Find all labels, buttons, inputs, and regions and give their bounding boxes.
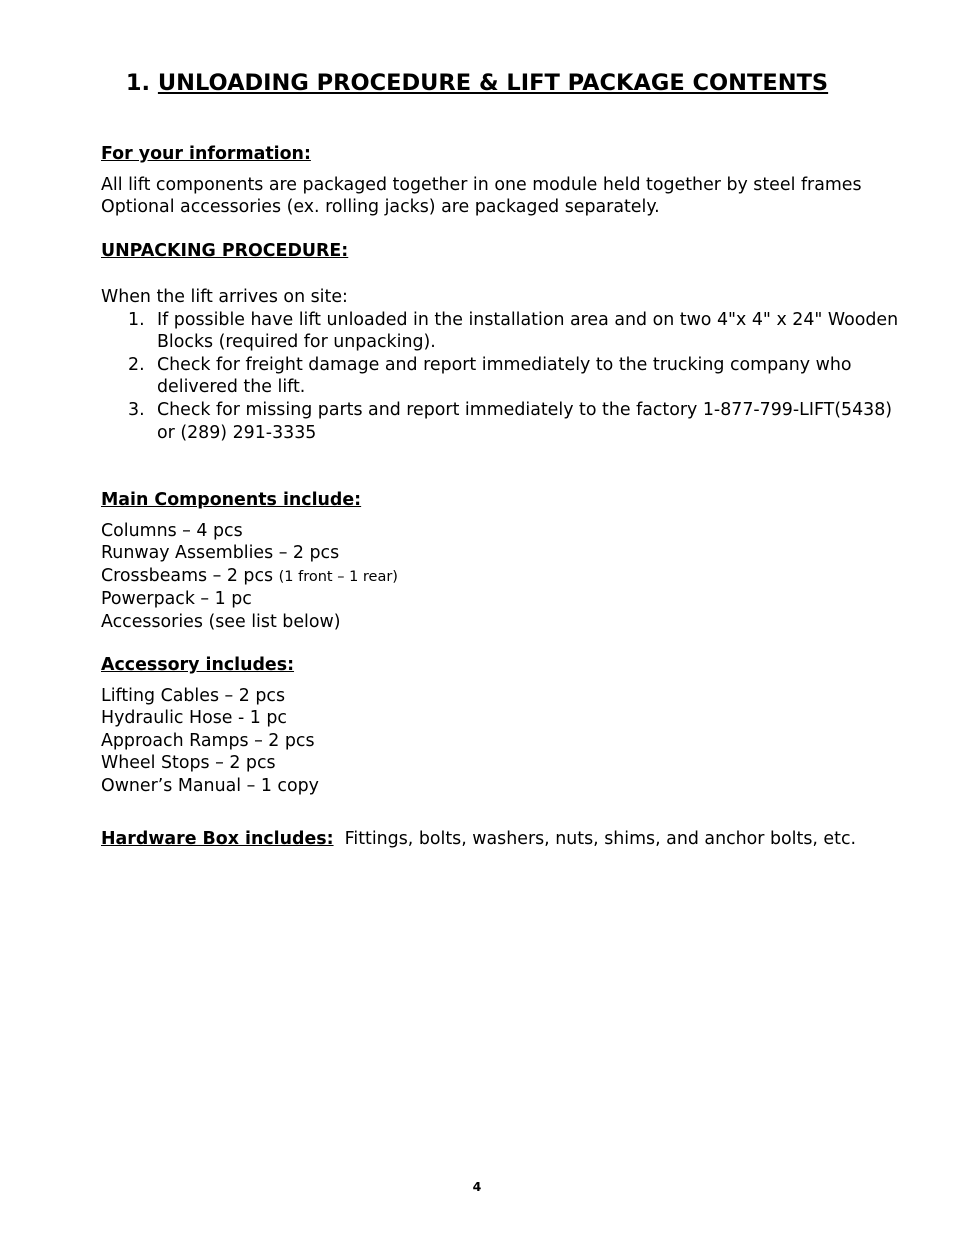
info-line: Optional accessories (ex. rolling jacks) are packaged separately.: [101, 197, 660, 218]
accessory-section: [101, 654, 881, 798]
step-text: If possible have lift unloaded in the installation area and on two 4"x 4" x 24" Wooden: [157, 309, 899, 330]
unpacking-heading: UNPACKING PROCEDURE:: [101, 241, 349, 261]
unpacking-heading-block: [101, 240, 881, 263]
list-item: Runway Assemblies – 2 pcs: [101, 543, 340, 564]
step-text: Check for freight damage and report immediately to the trucking company who: [157, 354, 852, 375]
info-line: All lift components are packaged together in one module held together by steel frames: [101, 174, 862, 195]
info-heading: For your information:: [101, 144, 311, 164]
step-text: Blocks (required for unpacking).: [157, 332, 436, 353]
hardware-heading: Hardware Box includes:: [101, 829, 334, 849]
accessory-heading: Accessory includes:: [101, 655, 295, 675]
list-item: Owner’s Manual – 1 copy: [101, 775, 319, 796]
unpacking-steps: [101, 309, 899, 445]
page-title: [0, 66, 954, 100]
step-text: Check for missing parts and report immediately to the factory 1-877-799-LIFT(5438): [157, 399, 893, 420]
list-item: [101, 565, 881, 589]
step-text: delivered the lift.: [157, 377, 306, 398]
list-item: Powerpack – 1 pc: [101, 589, 252, 610]
hardware-section: [101, 828, 881, 851]
page-number: 4: [472, 1179, 482, 1194]
hardware-line: [101, 828, 881, 851]
list-item: Columns – 4 pcs: [101, 520, 243, 541]
step-number: 2.: [128, 354, 145, 375]
section-title: UNLOADING PROCEDURE & LIFT PACKAGE CONTENTS: [157, 70, 829, 96]
unpacking-section: [101, 286, 899, 444]
list-item: Approach Ramps – 2 pcs: [101, 730, 315, 751]
main-components-section: [101, 489, 881, 634]
step-text: or (289) 291-3335: [157, 422, 317, 443]
list-item: [101, 354, 877, 399]
crossbeams-label: Crossbeams – 2 pcs: [101, 565, 274, 586]
step-number: 3.: [128, 399, 145, 420]
list-item: [101, 309, 899, 354]
section-number: 1.: [125, 70, 151, 96]
list-item: Lifting Cables – 2 pcs: [101, 685, 286, 706]
list-item: Hydraulic Hose - 1 pc: [101, 708, 287, 729]
list-item: Wheel Stops – 2 pcs: [101, 753, 276, 774]
main-components-heading: Main Components include:: [101, 490, 362, 510]
unpacking-intro: When the lift arrives on site:: [101, 287, 348, 307]
crossbeams-note: (1 front – 1 rear): [278, 568, 398, 585]
list-item: Accessories (see list below): [101, 611, 341, 632]
step-number: 1.: [128, 309, 145, 330]
hardware-text: Fittings, bolts, washers, nuts, shims, and anchor bolts, etc.: [344, 829, 857, 849]
list-item: [101, 399, 893, 444]
info-section: [101, 143, 881, 219]
